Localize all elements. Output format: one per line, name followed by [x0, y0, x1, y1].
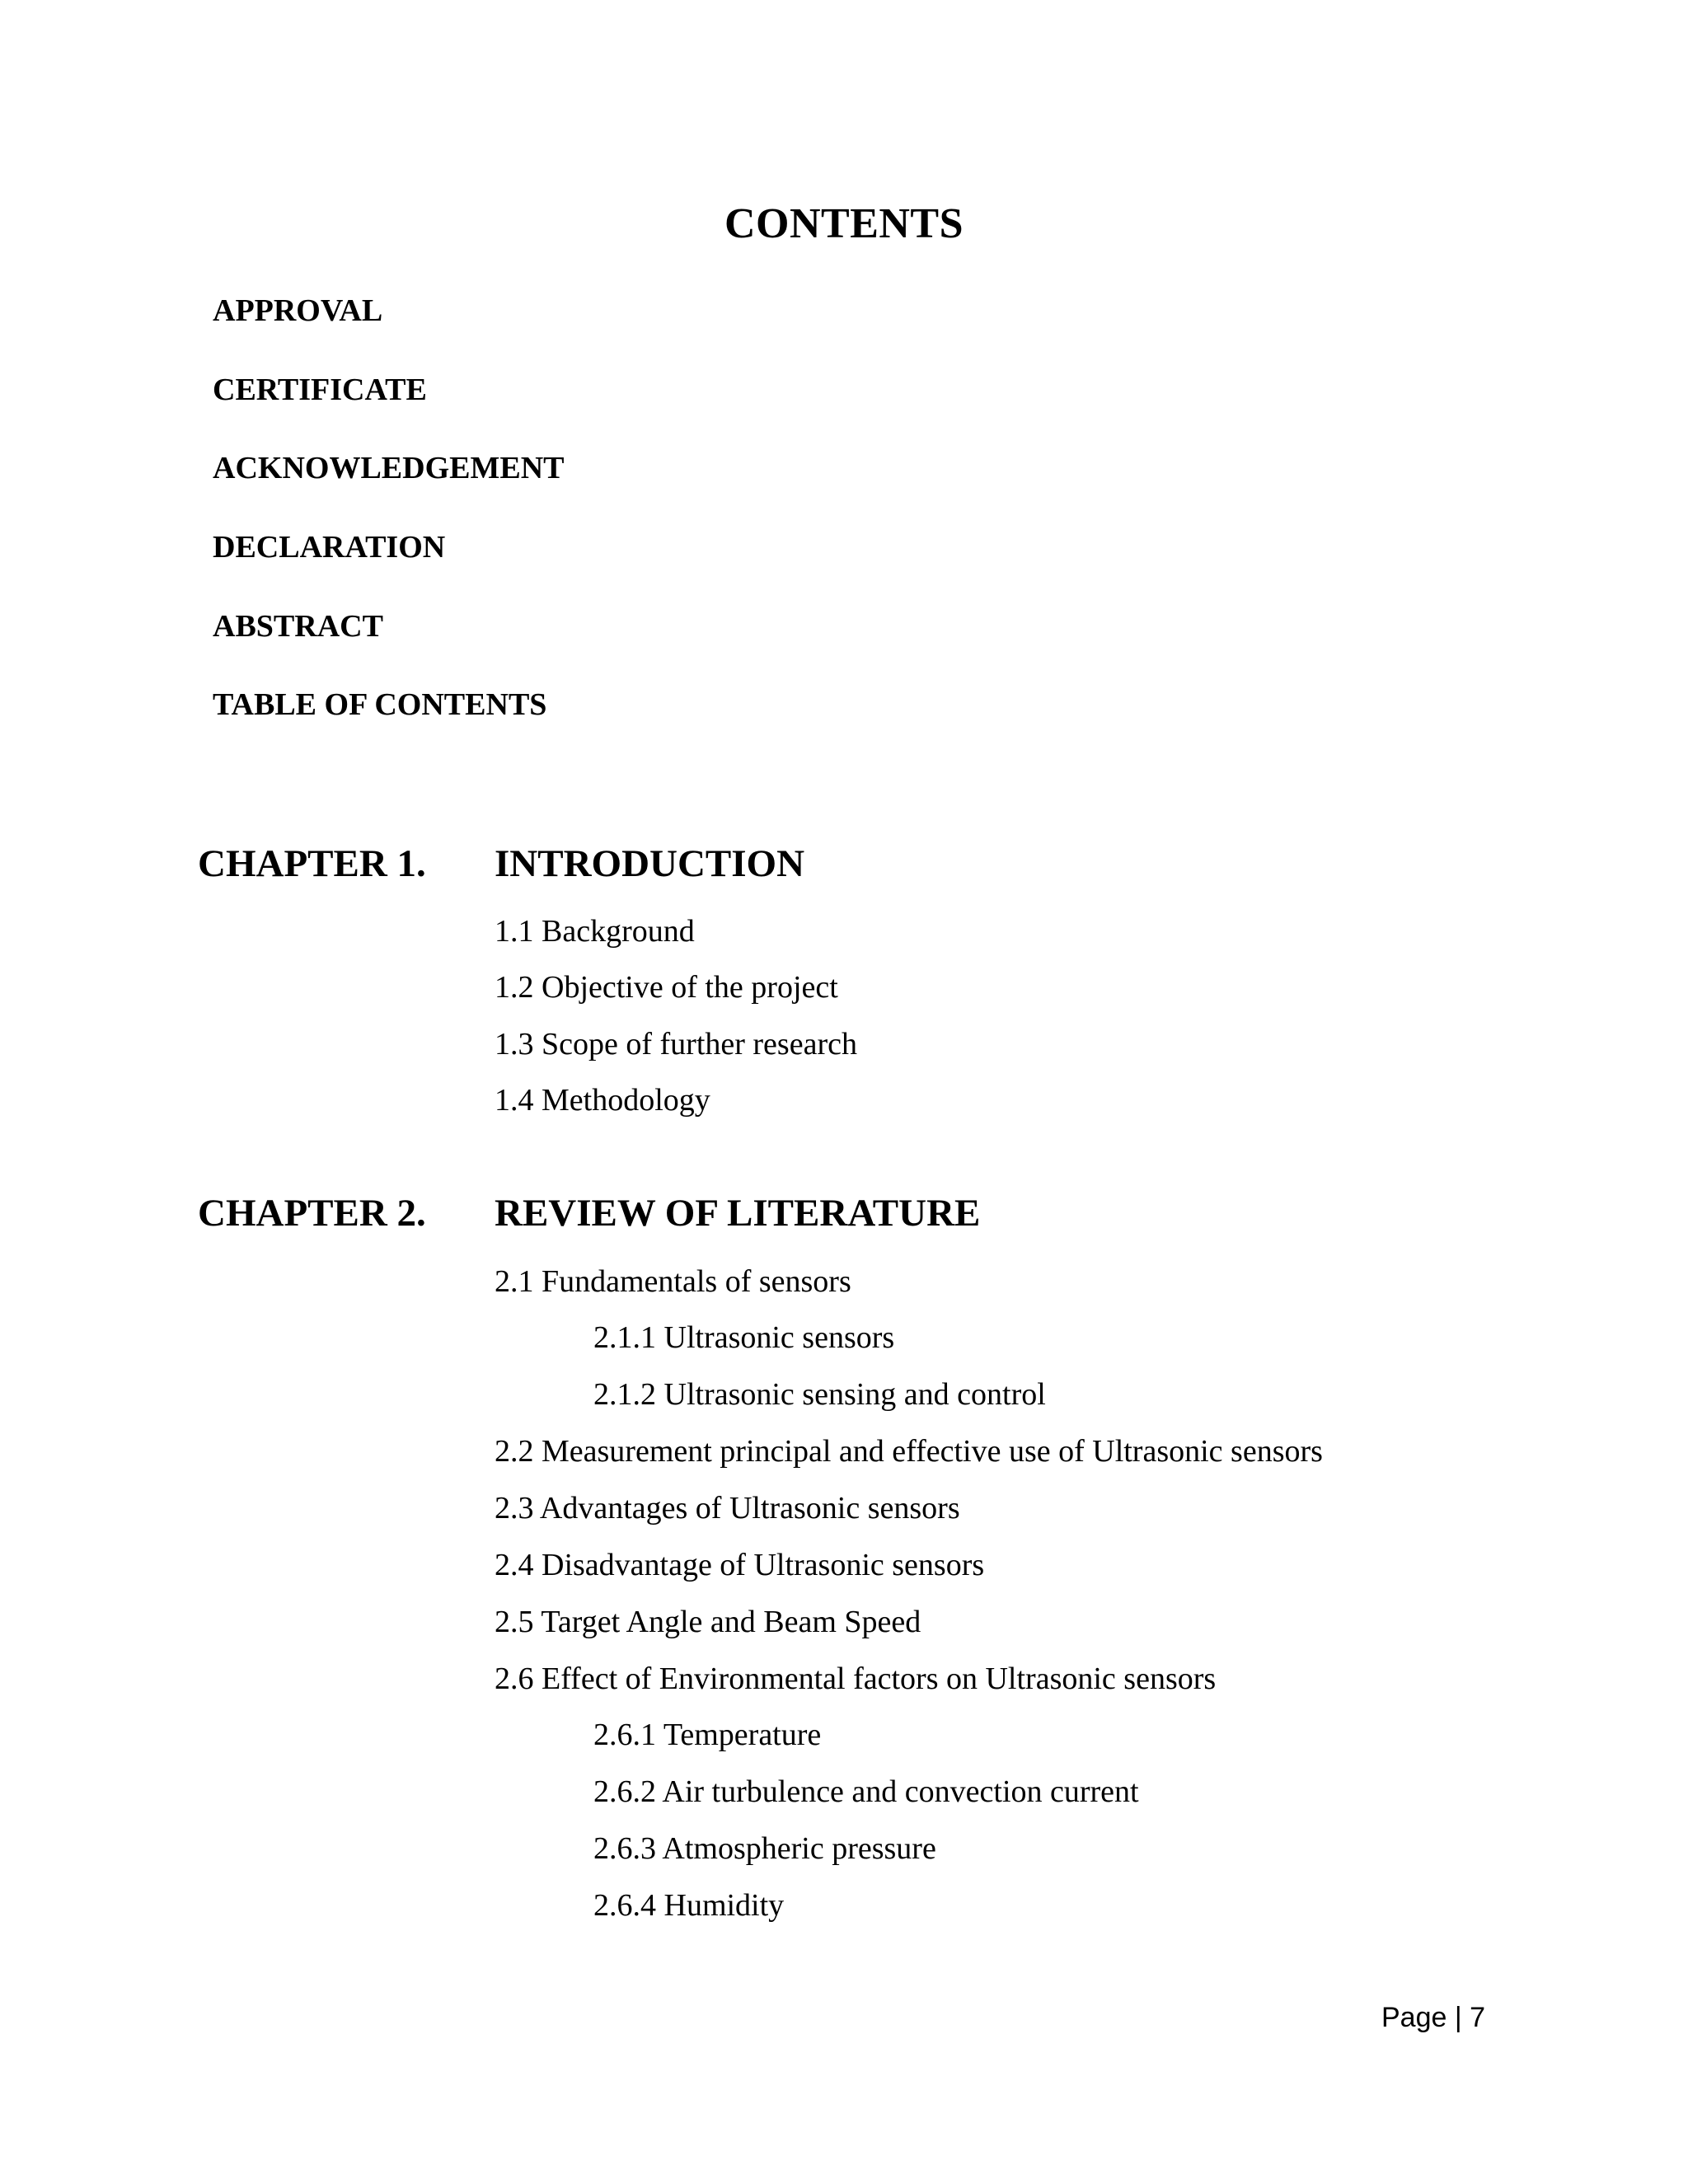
toc-entry: 2.1 Fundamentals of sensors — [495, 1264, 851, 1299]
toc-entry: 2.6 Effect of Environmental factors on Ultrasonic sensors — [495, 1661, 1217, 1696]
toc-entry: 2.5 Target Angle and Beam Speed — [495, 1605, 921, 1639]
chapter-2-number: CHAPTER 2. — [198, 1192, 426, 1235]
toc-front-abstract: ABSTRACT — [213, 609, 383, 644]
toc-entry: 1.4 Methodology — [495, 1083, 710, 1118]
toc-front-declaration: DECLARATION — [213, 530, 446, 565]
toc-entry: 2.4 Disadvantage of Ultrasonic sensors — [495, 1548, 985, 1582]
toc-entry: 1.3 Scope of further research — [495, 1027, 857, 1062]
toc-front-table-of-contents: TABLE OF CONTENTS — [213, 687, 547, 722]
chapter-2-title: REVIEW OF LITERATURE — [495, 1192, 981, 1235]
toc-subentry: 2.1.1 Ultrasonic sensors — [593, 1320, 895, 1355]
chapter-1-number: CHAPTER 1. — [198, 842, 426, 885]
toc-entry: 2.3 Advantages of Ultrasonic sensors — [495, 1491, 960, 1526]
chapter-1-title: INTRODUCTION — [495, 842, 805, 885]
page-title: CONTENTS — [724, 200, 964, 247]
toc-entry: 1.2 Objective of the project — [495, 970, 838, 1005]
toc-front-approval: APPROVAL — [213, 293, 383, 328]
toc-subentry: 2.6.2 Air turbulence and convection current — [593, 1774, 1139, 1809]
toc-front-acknowledgement: ACKNOWLEDGEMENT — [213, 451, 565, 485]
toc-front-certificate: CERTIFICATE — [213, 373, 427, 407]
toc-subentry: 2.6.3 Atmospheric pressure — [593, 1831, 936, 1866]
toc-subentry: 2.6.4 Humidity — [593, 1888, 785, 1923]
toc-subentry: 2.6.1 Temperature — [593, 1718, 822, 1752]
toc-entry: 2.2 Measurement principal and effective use of Ultrasonic sensors — [495, 1434, 1323, 1469]
toc-subentry: 2.1.2 Ultrasonic sensing and control — [593, 1377, 1046, 1412]
page-number-footer: Page | 7 — [1381, 2002, 1486, 2033]
toc-entry: 1.1 Background — [495, 914, 695, 949]
